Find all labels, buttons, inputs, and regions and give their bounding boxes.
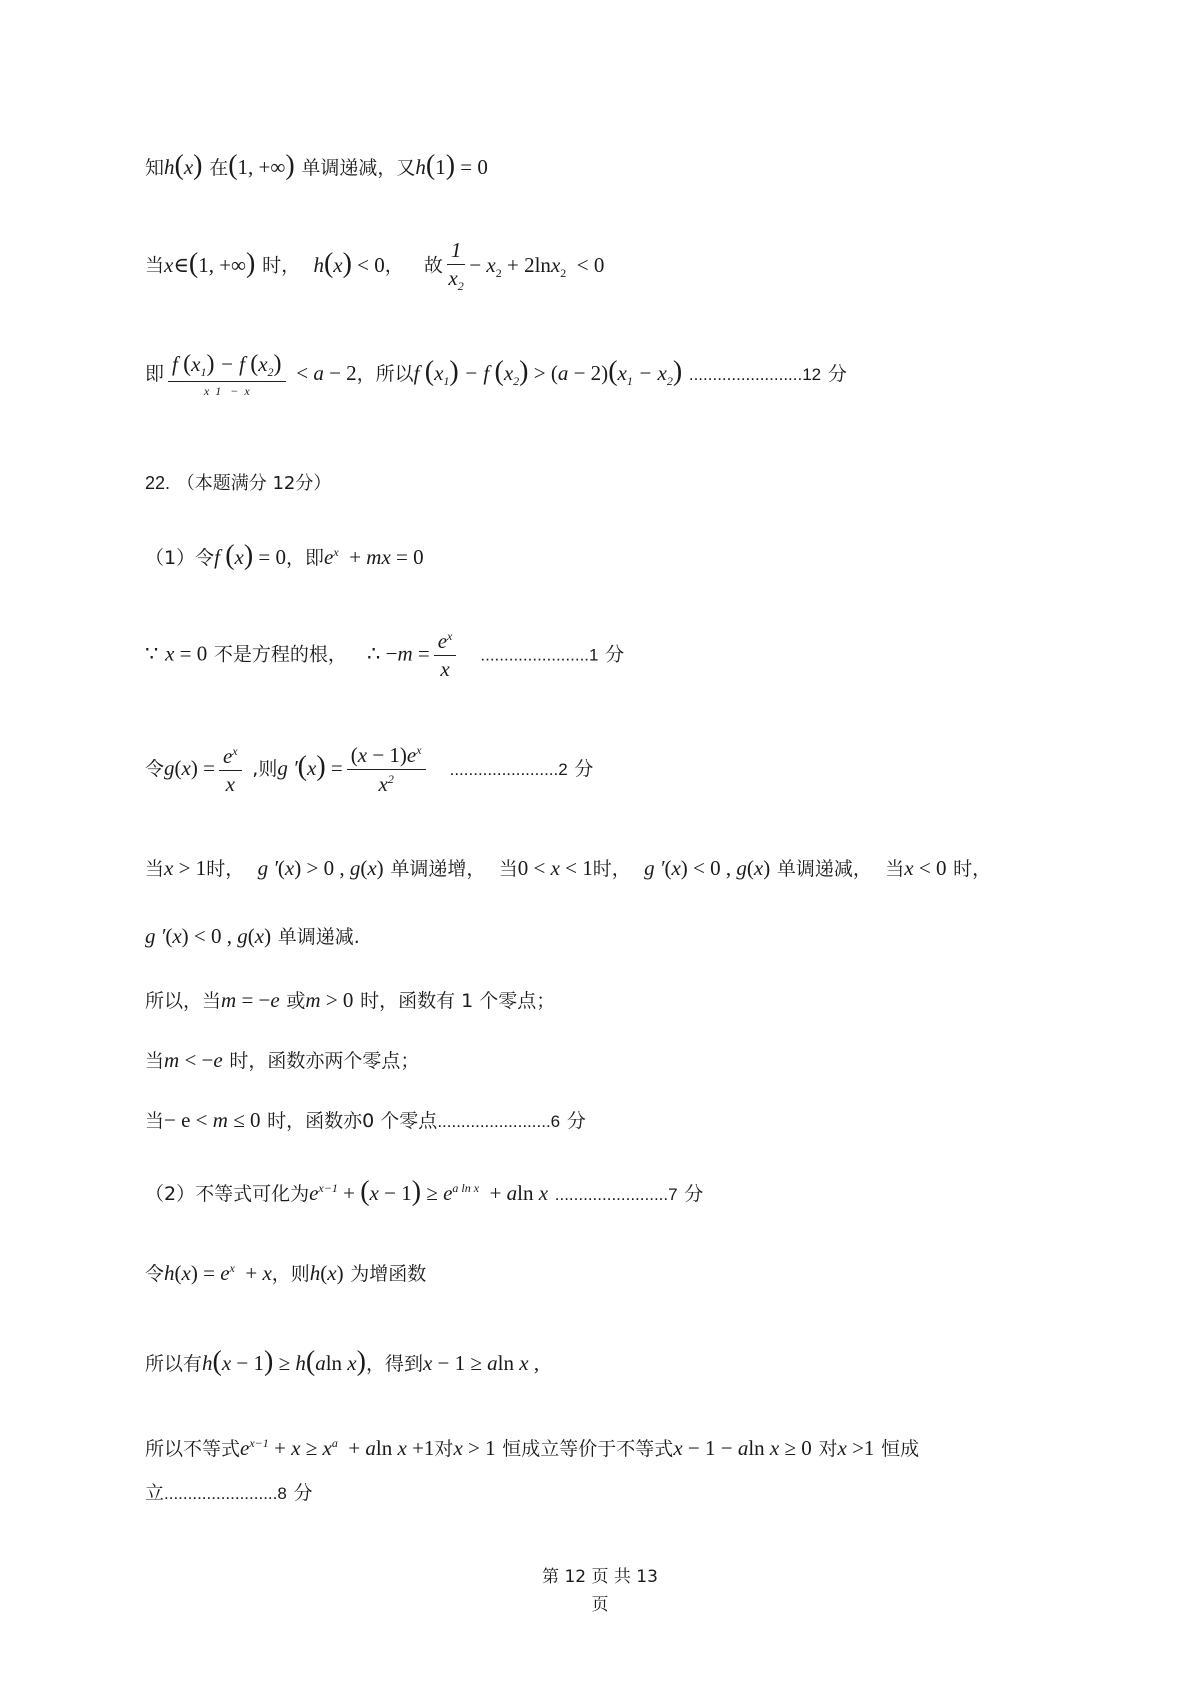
text: 令: [145, 758, 165, 780]
math: f $(x_1) - f$ $(x_2) > (a - 2)(x_1 - x_2)$: [413, 356, 683, 389]
score: 分: [827, 363, 847, 386]
score: 分: [293, 1482, 313, 1504]
math: g ′(x) < 0 , g(x): [644, 856, 771, 880]
line-p3: [145, 744, 593, 795]
math: $e^x$ + mx = 0: [324, 545, 424, 569]
dots: ........................6: [437, 1112, 561, 1131]
math: h(x − 1) ≥ h(aln x): [202, 1346, 366, 1377]
math: g ′(x) < 0 , g(x): [145, 924, 272, 948]
page-footer-line2: 页: [591, 1595, 609, 1615]
text: 时，: [206, 858, 245, 880]
fraction: $\frac{f (x_1) - f (x_2)}{x 1 - x}$: [168, 352, 286, 397]
fraction: $\frac{e^x}{x}$: [219, 745, 242, 795]
math: $e^{x-1} + (x - 1) \ge e^{a ln x} + aln$ x: [309, 1176, 549, 1207]
line-p7: [145, 1050, 419, 1071]
text: 当: [885, 858, 905, 880]
page-footer-line1: 第 12 页 共 13: [542, 1567, 658, 1587]
text: （2）不等式可化为: [145, 1183, 310, 1205]
math: ∴ −m =: [366, 641, 430, 666]
text: 对: [434, 1438, 454, 1460]
text: 时，: [953, 858, 992, 880]
math: x − 1 ≥ aln x ,: [422, 1351, 540, 1375]
text: 为增函数: [350, 1263, 427, 1285]
score: 分: [605, 643, 625, 666]
line-p12: [145, 1437, 919, 1459]
text: 令: [145, 1263, 165, 1285]
math: < a − 2: [296, 361, 357, 386]
line-p1: [145, 542, 424, 570]
math: x > 1: [164, 856, 207, 880]
math: $e^{x-1} + x \ge x^a + aln$ x +1: [240, 1436, 435, 1460]
text: 所以，当: [145, 990, 222, 1012]
text: 知: [145, 157, 165, 179]
text: 所以有: [145, 1353, 203, 1375]
text: 单调递减.: [277, 926, 360, 948]
line-p13: [145, 1482, 313, 1503]
dots: ........................12: [688, 365, 822, 385]
math: x∈(1, +∞): [164, 247, 256, 279]
question-title: （本题满分 12分）: [176, 473, 332, 494]
line-1: [145, 152, 488, 180]
text: ，即: [286, 547, 325, 569]
text: 对: [818, 1438, 838, 1460]
text: 时，函数有 1 个零点；: [360, 990, 556, 1012]
text: ∵: [145, 641, 159, 666]
text: 立: [145, 1482, 165, 1504]
text: 单调递增，: [390, 858, 486, 880]
math: h(x) < 0: [313, 247, 385, 279]
fraction: $\frac{(x - 1)e^x}{x^2}$: [347, 744, 426, 795]
text: ，则: [271, 1263, 310, 1285]
question-22: [145, 472, 331, 493]
text: 故: [423, 254, 443, 277]
math: h(1) = 0: [415, 150, 488, 181]
math: x > 1: [453, 1436, 496, 1460]
text: 时，函数亦两个零点；: [229, 1050, 420, 1072]
text: 当: [145, 1050, 165, 1072]
dots: ........................7: [554, 1185, 678, 1204]
text: 在: [209, 157, 229, 179]
dots: ........................8: [164, 1484, 287, 1503]
math: 0 < x < 1: [517, 856, 593, 880]
text: 时，: [592, 858, 631, 880]
math: m = −e: [221, 988, 280, 1012]
text: （1）令: [145, 547, 215, 569]
math: m < −e: [164, 1048, 223, 1072]
line-p5: [145, 926, 360, 947]
line-p4: [145, 858, 991, 879]
text: 时，: [262, 254, 301, 277]
math: $h(x) = e^x + x$: [164, 1261, 272, 1285]
math: h(x): [164, 150, 203, 181]
question-number: 22.: [145, 473, 171, 493]
text: 恒成: [881, 1438, 920, 1460]
score: 分: [574, 758, 594, 780]
dots: .......................1: [480, 645, 599, 665]
math: x = 0: [165, 641, 208, 666]
text: 单调递减，: [776, 858, 872, 880]
text: 当: [145, 1110, 165, 1132]
line-p8: [145, 1110, 586, 1131]
math: x >1: [837, 1436, 875, 1460]
math: x − 1 − aln x ≥ 0: [673, 1436, 812, 1460]
text: 不是方程的根，: [213, 643, 347, 666]
math: g ′(x) > 0 , g(x): [257, 856, 384, 880]
line-p11: [145, 1348, 539, 1376]
dots: .......................2: [449, 760, 568, 779]
line-p2: [145, 630, 624, 680]
text: 当: [498, 858, 518, 880]
math: h(x): [309, 1261, 344, 1285]
text: 当: [145, 254, 165, 277]
line-3: [145, 352, 847, 397]
line-2: [145, 240, 604, 292]
text: 单调递减，又: [301, 157, 416, 179]
math: m > 0: [305, 988, 354, 1012]
math: − e < m ≤ 0: [164, 1108, 261, 1132]
score: 分: [684, 1183, 704, 1205]
score: 分: [566, 1110, 586, 1132]
math: g(x) =: [164, 756, 215, 780]
text: ，所以: [356, 363, 414, 386]
text: ，: [384, 254, 404, 277]
line-p6: [145, 990, 555, 1011]
text: 即: [145, 363, 165, 386]
line-p9: [145, 1178, 703, 1206]
math: − $x_2 + 2\ln x_2 < 0$: [469, 252, 605, 280]
math: x < 0: [904, 856, 947, 880]
fraction: $\frac{1}{x_2}$: [448, 238, 464, 294]
text: 时，函数亦0 个零点: [267, 1110, 438, 1132]
text: ,则: [252, 758, 278, 780]
text: 恒成立等价于不等式: [502, 1438, 674, 1460]
text: 或: [286, 990, 306, 1012]
line-p10: [145, 1262, 426, 1284]
fraction: $\frac{e^x}{x}$: [434, 630, 457, 680]
math: g ′(x) =: [277, 751, 343, 782]
text: 当: [145, 858, 165, 880]
text: ，得到: [365, 1353, 423, 1375]
math: f (x) = 0: [214, 540, 287, 571]
text: 所以不等式: [145, 1438, 241, 1460]
math: (1, +∞): [228, 150, 295, 181]
